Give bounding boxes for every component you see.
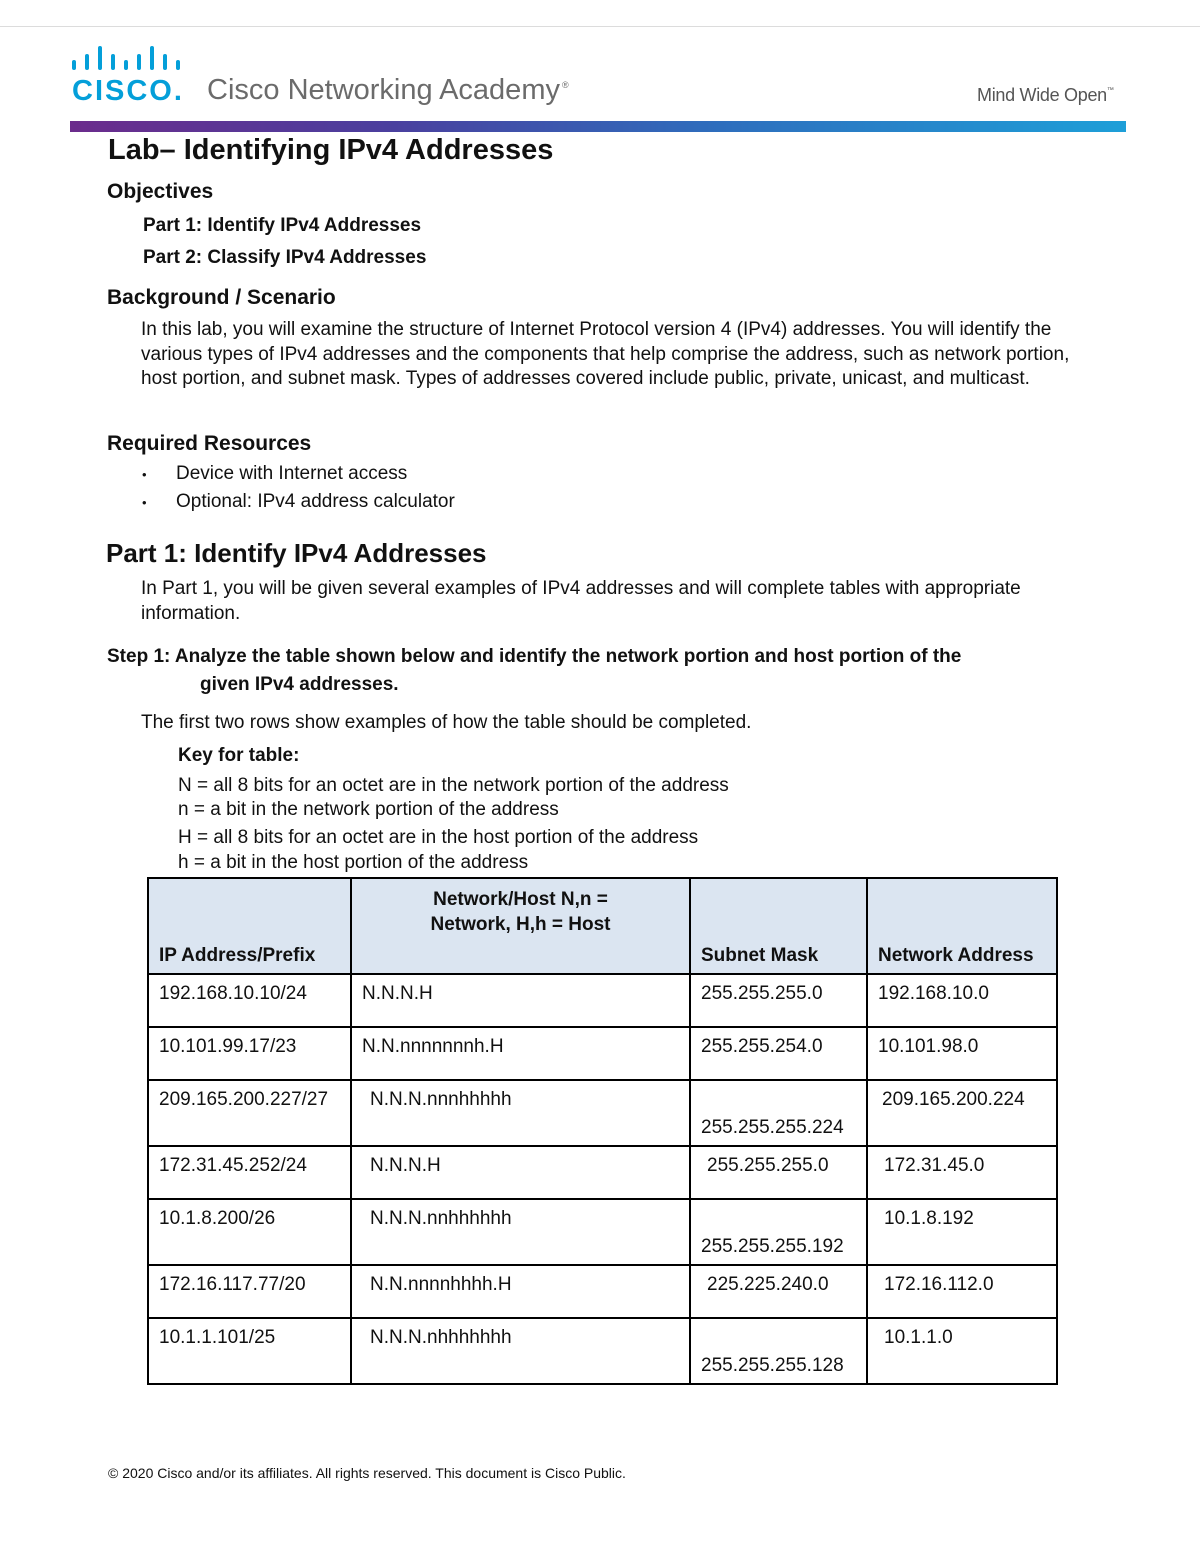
objectives-heading: Objectives xyxy=(107,180,214,203)
examples-note: The first two rows show examples of how the table should be completed. xyxy=(141,712,752,733)
cell-network-address: 10.101.98.0 xyxy=(867,1027,1057,1080)
table-row xyxy=(148,1265,1057,1318)
header-network-host-line1: Network/Host N,n = xyxy=(433,889,608,910)
cell-subnet-mask: 255.255.255.0 xyxy=(690,1146,867,1199)
footer-copyright: © 2020 Cisco and/or its affiliates. All rights reserved. This document is Cisco Public. xyxy=(108,1465,626,1481)
header-network-address: Network Address xyxy=(867,878,1057,974)
table-row xyxy=(148,1080,1057,1146)
key-heading: Key for table: xyxy=(178,745,300,766)
cell-subnet-mask: 255.255.255.224 xyxy=(690,1080,867,1146)
key-line-n: n = a bit in the network portion of the address xyxy=(178,799,559,820)
cell-network-host: N.N.nnnnnnnh.H xyxy=(351,1027,690,1080)
tagline xyxy=(977,85,1114,106)
cell-network-host: N.N.N.H xyxy=(351,974,690,1027)
resource-item-2: Optional: IPv4 address calculator xyxy=(176,491,455,512)
cell-ip: 209.165.200.227/27 xyxy=(148,1080,351,1146)
cell-ip: 10.1.8.200/26 xyxy=(148,1199,351,1265)
table-row xyxy=(148,1027,1057,1080)
bullet-icon: • xyxy=(142,467,147,482)
header-network-host-line2: Network, H,h = Host xyxy=(430,914,611,935)
header-gradient-bar xyxy=(70,121,1126,132)
trademark-mark: ™ xyxy=(1106,87,1114,94)
table-header-row xyxy=(148,878,1057,974)
bullet-icon: • xyxy=(142,495,147,510)
resource-bullet-2 xyxy=(142,494,147,512)
objective-item-2: Part 2: Classify IPv4 Addresses xyxy=(143,247,427,268)
cell-network-address: 192.168.10.0 xyxy=(867,974,1057,1027)
resource-bullet-1 xyxy=(142,466,147,484)
top-rule xyxy=(0,26,1200,27)
table-row xyxy=(148,1146,1057,1199)
table-row xyxy=(148,974,1057,1027)
cell-network-host: N.N.N.nnnhhhhh xyxy=(351,1080,690,1146)
resource-item-1: Device with Internet access xyxy=(176,463,408,484)
cell-network-host: N.N.N.nhhhhhhh xyxy=(351,1318,690,1384)
cell-ip: 10.1.1.101/25 xyxy=(148,1318,351,1384)
tagline-text: Mind Wide Open xyxy=(977,85,1107,105)
background-heading: Background / Scenario xyxy=(107,286,336,309)
objective-item-1: Part 1: Identify IPv4 Addresses xyxy=(143,215,422,236)
header-network-host xyxy=(351,878,690,974)
key-line-h: h = a bit in the host portion of the address xyxy=(178,852,529,873)
cell-network-address: 172.31.45.0 xyxy=(867,1146,1057,1199)
cell-network-host: N.N.nnnnhhhh.H xyxy=(351,1265,690,1318)
cell-subnet-mask: 255.255.255.0 xyxy=(690,974,867,1027)
cell-network-host: N.N.N.H xyxy=(351,1146,690,1199)
ipv4-table xyxy=(147,877,1058,1385)
cell-network-address: 209.165.200.224 xyxy=(867,1080,1057,1146)
cell-network-address: 10.1.8.192 xyxy=(867,1199,1057,1265)
cell-subnet-mask: 255.255.255.192 xyxy=(690,1199,867,1265)
page-title: Lab– Identifying IPv4 Addresses xyxy=(108,134,554,166)
part1-heading: Part 1: Identify IPv4 Addresses xyxy=(106,538,487,568)
header-subnet-mask: Subnet Mask xyxy=(690,878,867,974)
cisco-logo-word: CISCO. xyxy=(72,75,184,107)
cell-subnet-mask: 255.255.254.0 xyxy=(690,1027,867,1080)
cell-network-address: 10.1.1.0 xyxy=(867,1318,1057,1384)
step1-heading-line2: given IPv4 addresses. xyxy=(200,674,399,695)
header-ip-prefix: IP Address/Prefix xyxy=(148,878,351,974)
cell-ip: 172.16.117.77/20 xyxy=(148,1265,351,1318)
cell-subnet-mask: 225.225.240.0 xyxy=(690,1265,867,1318)
table-row xyxy=(148,1318,1057,1384)
resources-heading: Required Resources xyxy=(107,432,312,455)
cisco-logo-bars-icon xyxy=(70,44,180,76)
key-line-H: H = all 8 bits for an octet are in the host portion of the address xyxy=(178,827,699,848)
table-row xyxy=(148,1199,1057,1265)
brand-text: Cisco Networking Academy xyxy=(207,74,560,106)
cell-network-host: N.N.N.nnhhhhhh xyxy=(351,1199,690,1265)
part1-intro: In Part 1, you will be given several examples of IPv4 addresses and will complete tables with appropriate information. xyxy=(141,578,1021,624)
cell-ip: 10.101.99.17/23 xyxy=(148,1027,351,1080)
cell-ip: 172.31.45.252/24 xyxy=(148,1146,351,1199)
cell-subnet-mask: 255.255.255.128 xyxy=(690,1318,867,1384)
background-text: In this lab, you will examine the structure of Internet Protocol version 4 (IPv4) addresses. You will identify the various types of IPv4 addresses and the components that help comprise the address, such as network portion, host portion, and subnet mask. Types of addresses covered include public, private, unicast, and multicast. xyxy=(141,319,1070,389)
step1-heading-line1: Step 1: Analyze the table shown below and identify the network portion and host portion of the xyxy=(107,646,962,667)
key-line-N: N = all 8 bits for an octet are in the network portion of the address xyxy=(178,775,729,796)
cell-ip: 192.168.10.10/24 xyxy=(148,974,351,1027)
registered-mark: ® xyxy=(561,80,569,90)
cell-network-address: 172.16.112.0 xyxy=(867,1265,1057,1318)
brand-name xyxy=(207,74,569,107)
